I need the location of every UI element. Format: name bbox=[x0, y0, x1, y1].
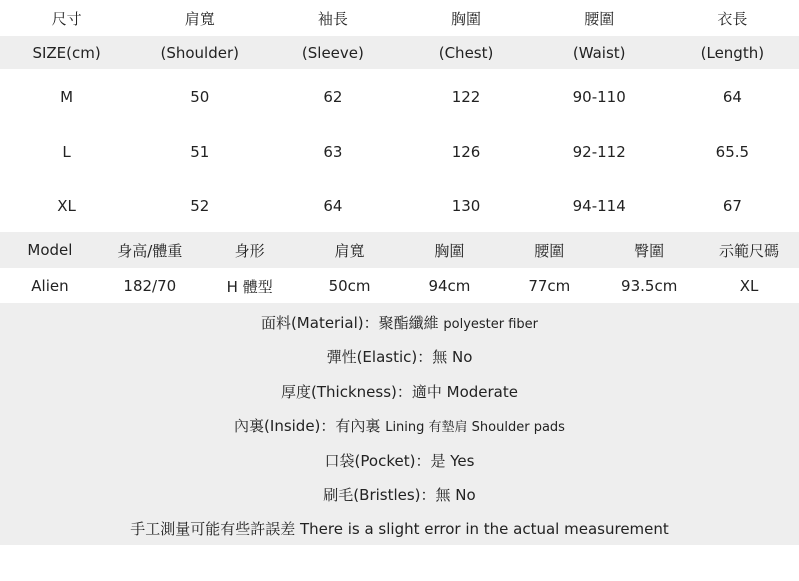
chest-value: 130 bbox=[451, 197, 481, 215]
model-shoulder: 50cm bbox=[328, 277, 371, 295]
header-hip: 臀圍 bbox=[634, 241, 665, 260]
inside-line bbox=[0, 415, 799, 436]
chest-value: 122 bbox=[451, 88, 481, 106]
header-sleeve-zh: 袖長 bbox=[317, 9, 348, 28]
model-row bbox=[0, 273, 799, 299]
size-label: XL bbox=[57, 197, 76, 215]
header-height-weight: 身高/體重 bbox=[117, 241, 183, 260]
thickness-line: 厚度(Thickness)：適中 Moderate bbox=[281, 383, 518, 401]
size-label: M bbox=[60, 88, 74, 106]
model-name: Alien bbox=[31, 277, 69, 295]
header-sample-size: 示範尺碼 bbox=[719, 241, 780, 260]
waist-value: 90-110 bbox=[572, 88, 626, 106]
waist-value: 92-112 bbox=[572, 143, 626, 161]
chest-value: 126 bbox=[451, 143, 481, 161]
length-value: 65.5 bbox=[715, 143, 750, 161]
shoulder-value: 51 bbox=[190, 143, 210, 161]
waist-value: 94-114 bbox=[572, 197, 626, 215]
header-sleeve-en: (Sleeve) bbox=[301, 44, 364, 62]
elastic-line: 彈性(Elastic)：無 No bbox=[326, 348, 473, 366]
sleeve-value: 63 bbox=[323, 143, 343, 161]
pocket-line: 口袋(Pocket)：是 Yes bbox=[324, 452, 475, 470]
header-length-en: (Length) bbox=[700, 44, 765, 62]
length-value: 67 bbox=[722, 197, 742, 215]
header-waist-en: (Waist) bbox=[572, 44, 626, 62]
model-waist: 77cm bbox=[528, 277, 571, 295]
model-header bbox=[0, 237, 799, 263]
header-length-zh: 衣長 bbox=[717, 9, 748, 28]
header-waist-zh: 腰圍 bbox=[584, 9, 615, 28]
size-row-m bbox=[0, 84, 799, 110]
model-height-weight: 182/70 bbox=[123, 277, 177, 295]
header-chest-en: (Chest) bbox=[438, 44, 494, 62]
size-header-zh bbox=[0, 6, 799, 30]
header-waist: 腰圍 bbox=[534, 241, 565, 260]
size-header-en bbox=[0, 40, 799, 66]
sleeve-value: 64 bbox=[323, 197, 343, 215]
model-sample-size: XL bbox=[739, 277, 759, 295]
size-row-l bbox=[0, 139, 799, 165]
header-shoulder-en: (Shoulder) bbox=[160, 44, 239, 62]
inside-value: Lining 有墊肩 Shoulder pads bbox=[385, 420, 565, 435]
header-shoulder-zh: 肩寬 bbox=[184, 9, 215, 28]
header-size-zh: 尺寸 bbox=[51, 9, 82, 28]
header-shoulder: 肩寬 bbox=[334, 241, 365, 260]
sleeve-value: 62 bbox=[323, 88, 343, 106]
model-body-type: H 體型 bbox=[226, 277, 273, 296]
inside-label: 內裏(Inside)：有內裏 bbox=[234, 417, 381, 435]
header-size-en: SIZE(cm) bbox=[32, 44, 101, 62]
header-chest: 胸圍 bbox=[434, 241, 465, 260]
shoulder-value: 50 bbox=[190, 88, 210, 106]
header-body-type: 身形 bbox=[234, 241, 265, 260]
length-value: 64 bbox=[722, 88, 742, 106]
material-line bbox=[0, 312, 799, 333]
measurement-error-note: 手工測量可能有些許誤差 There is a slight error in the actual measurement bbox=[130, 520, 669, 538]
model-chest: 94cm bbox=[428, 277, 471, 295]
size-row-xl bbox=[0, 193, 799, 219]
header-model: Model bbox=[27, 241, 73, 259]
material-value: polyester fiber bbox=[443, 317, 539, 332]
model-hip: 93.5cm bbox=[621, 277, 678, 295]
size-label: L bbox=[62, 143, 71, 161]
bristles-line: 刷毛(Bristles)：無 No bbox=[323, 486, 476, 504]
header-chest-zh: 胸圍 bbox=[451, 9, 482, 28]
shoulder-value: 52 bbox=[190, 197, 210, 215]
material-label: 面料(Material)：聚酯纖維 bbox=[260, 314, 439, 332]
